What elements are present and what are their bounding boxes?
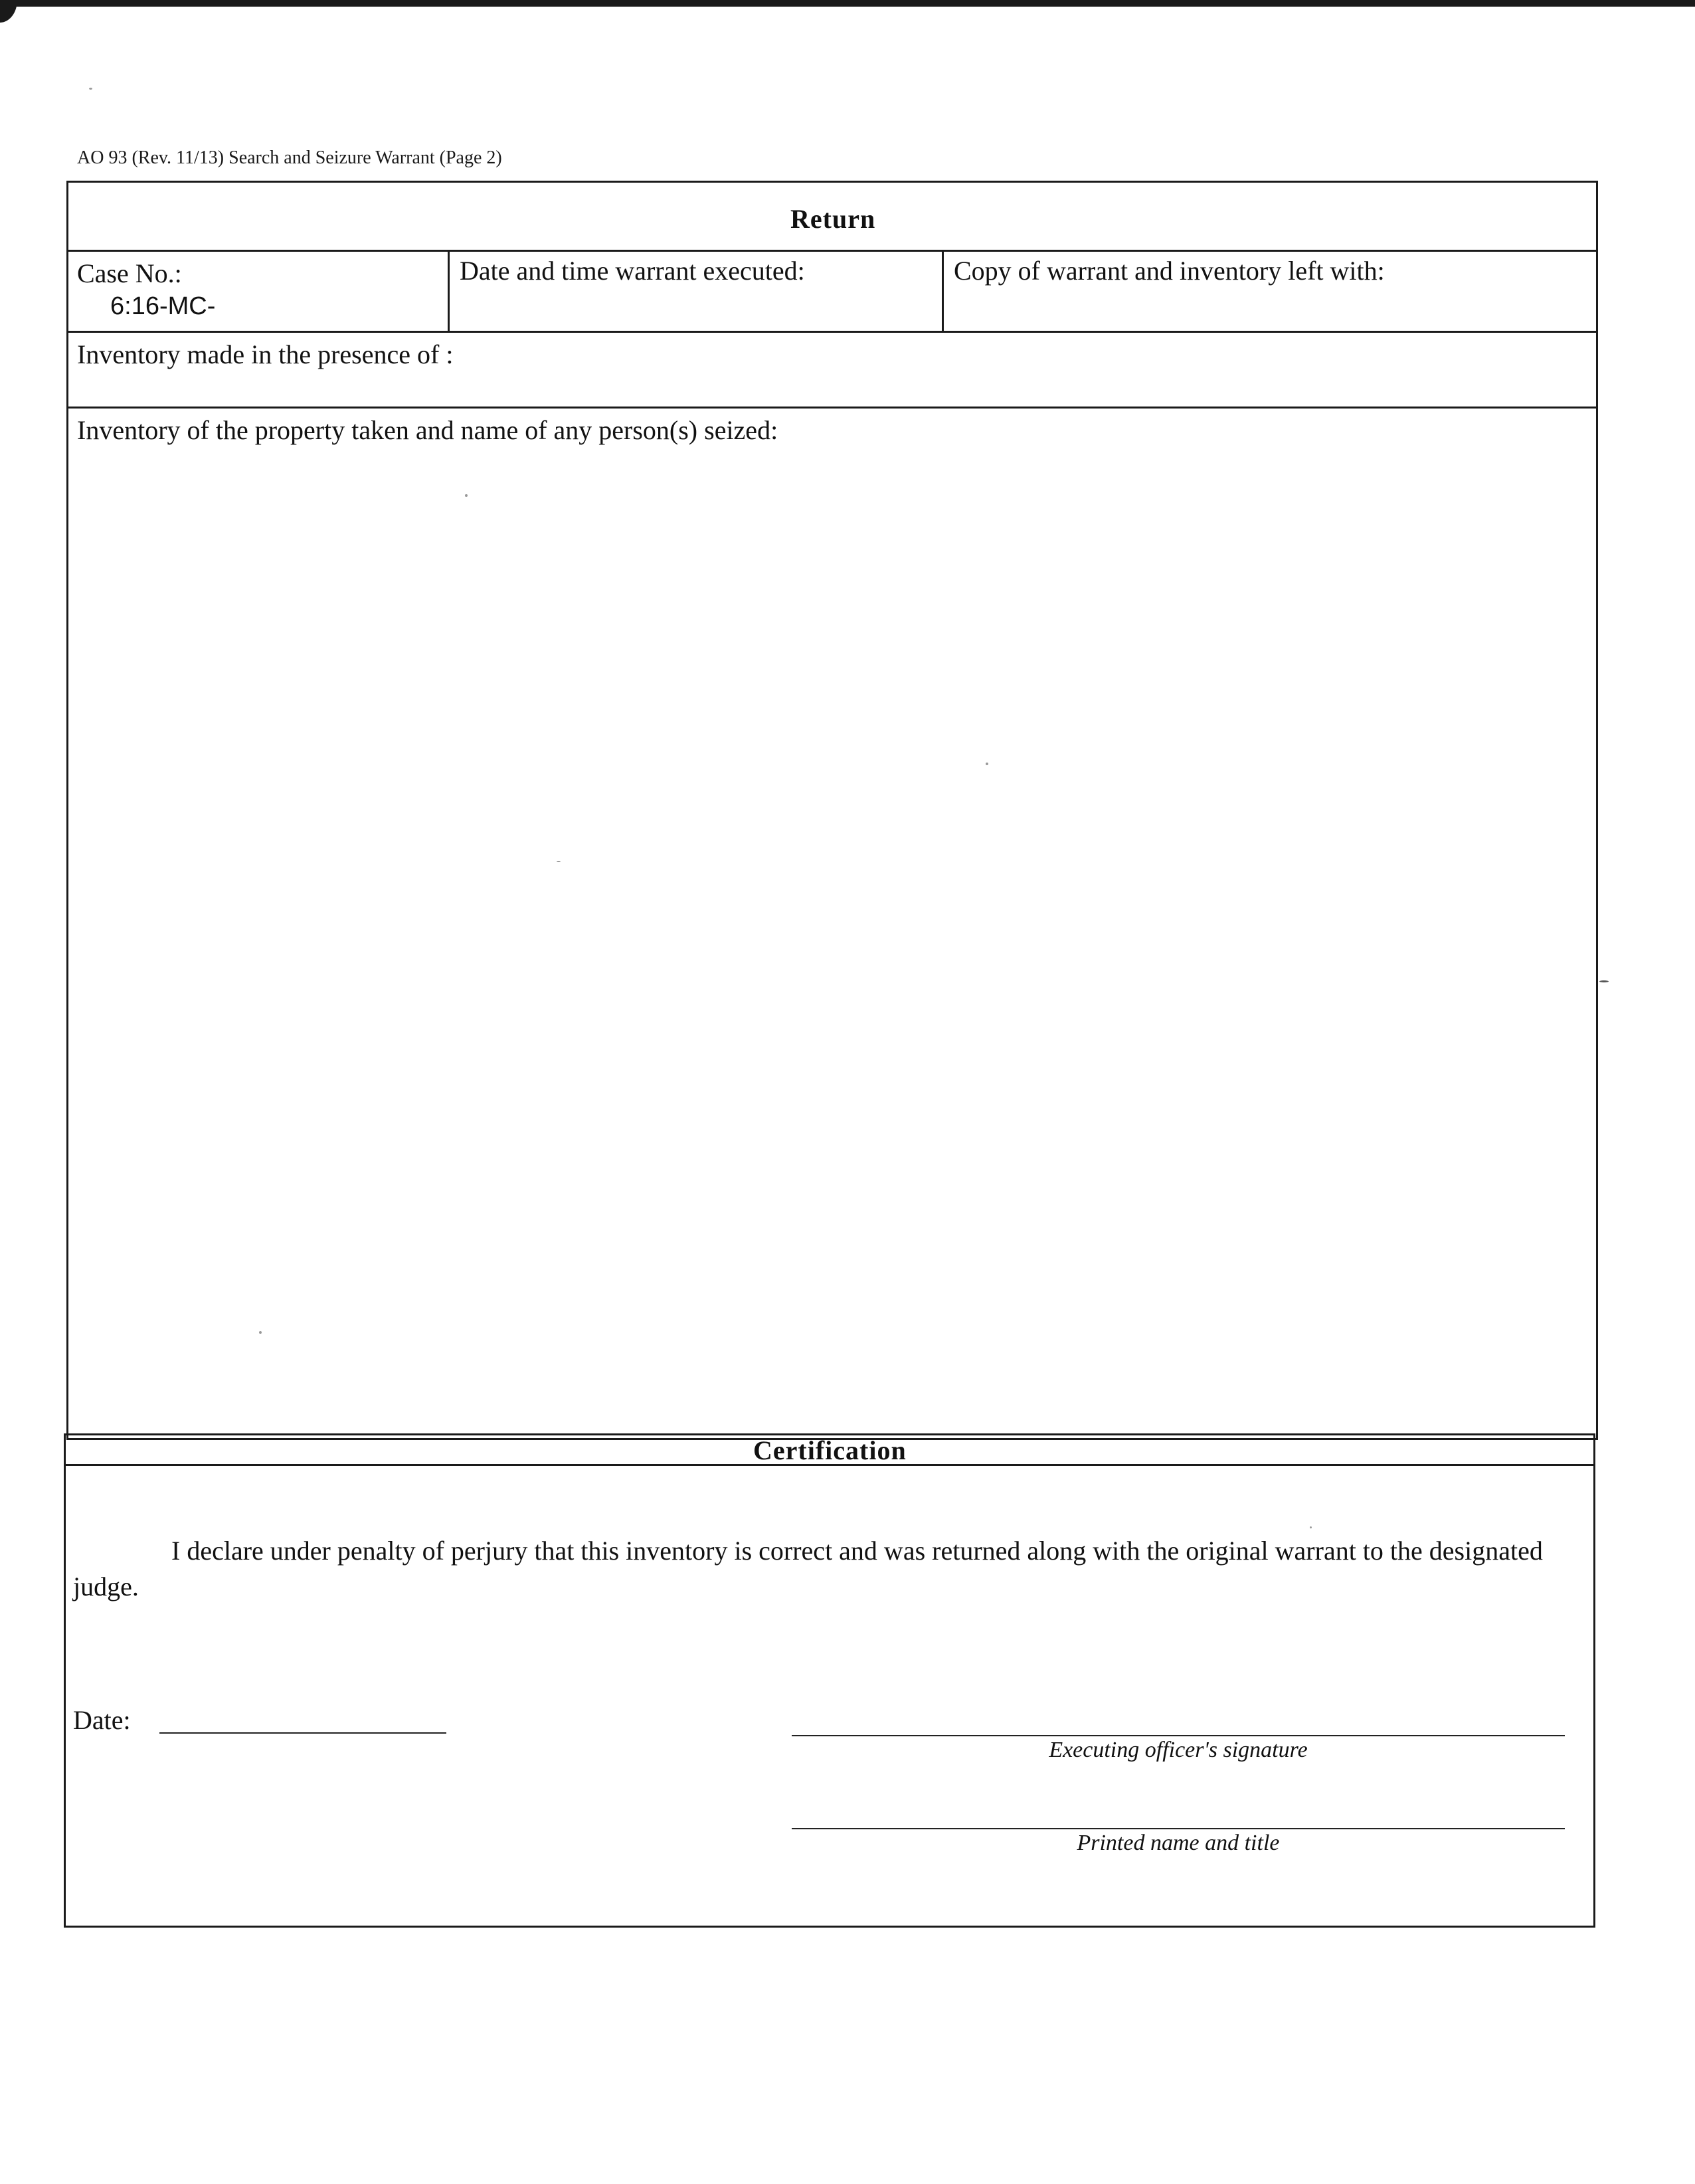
certification-title: Certification bbox=[753, 1435, 907, 1465]
signature-caption: Executing officer's signature bbox=[1049, 1738, 1308, 1762]
property-inventory-label: Inventory of the property taken and name of any person(s) seized: bbox=[77, 415, 778, 445]
scan-speck bbox=[89, 88, 92, 90]
printed-name-line[interactable] bbox=[792, 1828, 1565, 1829]
date-field-line[interactable] bbox=[159, 1732, 446, 1734]
divider bbox=[66, 250, 1598, 252]
scan-speck bbox=[259, 1331, 262, 1334]
case-no-value[interactable]: 6:16-MC- bbox=[110, 292, 216, 320]
property-inventory-area[interactable] bbox=[69, 458, 1595, 1428]
divider bbox=[448, 250, 450, 332]
scan-border bbox=[0, 0, 1695, 7]
copy-left-with-label: Copy of warrant and inventory left with: bbox=[954, 256, 1385, 286]
date-label: Date: bbox=[73, 1705, 131, 1735]
scan-speck bbox=[1599, 980, 1609, 982]
return-title: Return bbox=[790, 204, 876, 234]
declaration-text: I declare under penalty of perjury that this inventory is correct and was returned along with the original warrant to the designated judge. bbox=[73, 1536, 1543, 1601]
divider bbox=[64, 1464, 1595, 1466]
scan-speck bbox=[465, 494, 468, 497]
presence-label: Inventory made in the presence of : bbox=[77, 339, 454, 369]
case-no-label: Case No.: bbox=[77, 258, 182, 288]
scan-corner bbox=[0, 0, 17, 23]
scan-speck bbox=[1310, 1526, 1312, 1528]
scan-speck bbox=[986, 763, 988, 765]
divider bbox=[66, 407, 1598, 409]
scan-speck bbox=[557, 861, 561, 862]
divider bbox=[66, 331, 1598, 333]
divider bbox=[942, 250, 944, 332]
printed-name-caption: Printed name and title bbox=[1077, 1831, 1280, 1855]
form-identifier: AO 93 (Rev. 11/13) Search and Seizure Warrant (Page 2) bbox=[77, 147, 502, 168]
date-time-executed-label: Date and time warrant executed: bbox=[460, 256, 805, 286]
signature-line[interactable] bbox=[792, 1735, 1565, 1736]
